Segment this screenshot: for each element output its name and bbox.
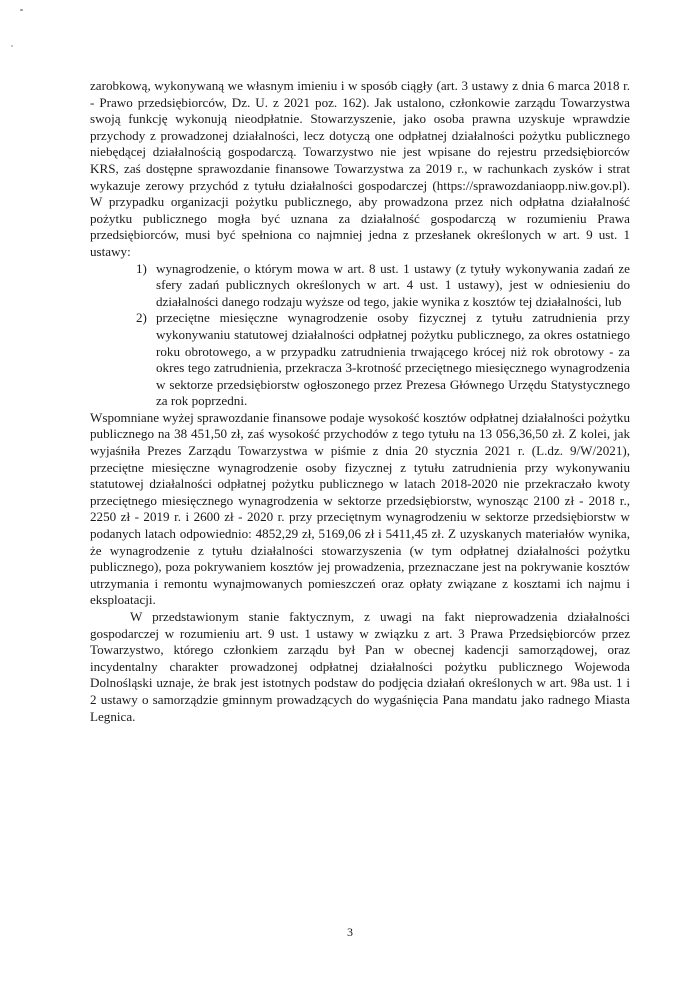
conditions-list: [90, 261, 630, 410]
page-number: 3: [347, 925, 353, 939]
scan-mark: [20, 9, 23, 11]
list-item-text: przeciętne miesięczne wynagrodzenie osoby fizycznej z tytułu zatrudnienia przy wykonywaniu statutowej działalności odpłatnej pożytku publicznego, za okres ostatniego roku obrotowego, a w przypadku zatrudnienia trwającego krócej niż rok obrotowy - za okres tego zatrudnienia, przekracza 3-krotność przeciętnego miesięcznego wynagrodzenia w sektorze przedsiębiorstw ogłoszonego przez Prezesa Głównego Urzędu Statystycznego za rok poprzedni.: [156, 310, 630, 409]
list-item-number: 1): [136, 260, 147, 276]
list-item-text: wynagrodzenie, o którym mowa w art. 8 ust. 1 ustawy (z tytuły wykonywania zadań ze sfery zadań publicznych określonych w art. 4 ust. 1 ustawy), jest w odniesieniu do działalności danego rodzaju wyższe od tego, jakie wynika z kosztów tej działalności, lub: [156, 260, 630, 309]
list-item: [90, 261, 630, 311]
paragraph-intro: zarobkową, wykonywaną we własnym imieniu i w sposób ciągły (art. 3 ustawy z dnia 6 marca 2018 r. - Prawo przedsiębiorców, Dz. U. z 2021 poz. 162). Jak ustalono, członkowie zarządu Towarzystwa swoją funkcję wykonują nieodpłatnie. Stowarzyszenie, jako osoba prawna uzyskuje wprawdzie przychody z prowadzonej działalności, lecz dotyczą one odpłatnej działalności pożytku publicznego niebędącej działalnością gospodarczą. Towarzystwo nie jest wpisane do rejestru przedsiębiorców KRS, zaś dostępne sprawozdanie finansowe Towarzystwa za 2019 r., w rachunkach zysków i strat wykazuje zerowy przychód z tytułu działalności gospodarczej (https://sprawozdaniaopp.niw.gov.pl). W przypadku organizacji pożytku publicznego, aby prowadzona przez nich odpłatna działalność pożytku publicznego mogła być uznana za działalność gospodarczą w rozumieniu Prawa przedsiębiorców, musi być spełniona co najmniej jedna z przesłanek określonych w art. 9 ust. 1 ustawy:: [90, 78, 630, 259]
paragraph-conclusion: W przedstawionym stanie faktycznym, z uwagi na fakt nieprowadzenia działalności gospodarczej w rozumieniu art. 9 ust. 1 ustawy w związku z art. 3 Prawa Przedsiębiorców przez Towarzystwo, którego członkiem zarządu był Pan w obecnej kadencji samorządowej, oraz incydentalny charakter prowadzonej odpłatnej działalności pożytku publicznego Wojewoda Dolnośląski uznaje, że brak jest istotnych podstaw do podjęcia działań określonych w art. 98a ust. 1 i 2 ustawy o samorządzie gminnym prowadzących do wygaśnięcia Pana mandatu jako radnego Miasta Legnica.: [90, 609, 630, 724]
list-item: [90, 310, 630, 410]
paragraph-financial-report: Wspomniane wyżej sprawozdanie finansowe podaje wysokość kosztów odpłatnej działalności pożytku publicznego na 38 451,50 zł, zaś wysokość przychodów z tego tytułu na 13 056,36,50 zł. Z kolei, jak wyjaśniła Prezes Zarządu Towarzystwa w piśmie z dnia 20 stycznia 2021 r. (L.dz. 9/W/2021), przeciętne miesięczne wynagrodzenie osoby fizycznej z tytułu zatrudnienia przy wykonywaniu statutowej działalności odpłatnej pożytku publicznego w latach 2018-2020 nie przekraczało kwoty przeciętnego miesięcznego wynagrodzenia w sektorze przedsiębiorstw, wynosząc 2100 zł - 2018 r., 2250 zł - 2019 r. i 2600 zł - 2020 r. przy przeciętnym wynagrodzeniu w sektorze przedsiębiorstw w podanych latach odpowiednio: 4852,29 zł, 5169,06 zł i 5411,45 zł. Z uzyskanych materiałów wynika, że wynagrodzenie z tytułu działalności stowarzyszenia (w tym odpłatnej działalności pożytku publicznego), poza pokrywaniem kosztów jej prowadzenia, przeznaczane jest na pokrywanie kosztów utrzymania i remontu wynajmowanych pomieszczeń oraz opłaty związane z kosztami ich najmu i eksploatacji.: [90, 409, 630, 608]
document-body: [90, 78, 630, 725]
scan-mark: [11, 45, 13, 47]
list-item-number: 2): [136, 310, 147, 326]
